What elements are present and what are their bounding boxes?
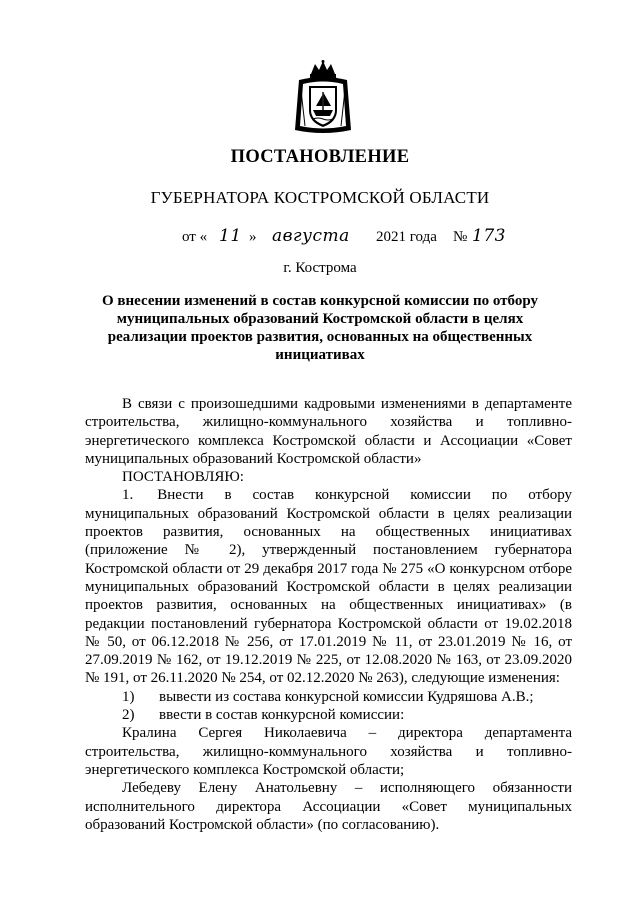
date-close-quote: » (249, 229, 257, 245)
kostroma-coat-of-arms-icon (293, 60, 353, 136)
sub-item-2-text: ввести в состав конкурсной комиссии: (159, 707, 405, 724)
sub-item-2 (85, 706, 572, 724)
intro-paragraph: В связи с произошедшими кадровыми изменениями в департаменте строительства, жилищно-коммунального хозяйства и топливно-энергетического комплекса Костромской области и Ассоциации «Совет муниципальных образований Костромской области» (85, 396, 572, 467)
number-label: № (453, 229, 468, 245)
item-1 (85, 486, 572, 687)
date-day: 11 (219, 226, 242, 246)
item-1-text: Внести в состав конкурсной комиссии по отбору муниципальных образований Костромской области в целях реализации проектов развития, основанных на общественных инициативах (приложение № 2), утвержденный постановлением губернатора Костромской области от 29 декабря 2017 года № 275 «О конкурсном отборе муниципальных образований Костромской области в целях реализации проектов развития, основанных на общественных инициативах» (в редакции постановлений губернатора Костромской области от 19.02.2018 № 50, от 06.12.2018 № 256, от 17.01.2019 № 11, от 23.01.2019 № 16, от 27.09.2019 № 162, от 19.12.2019 № 225, от 12.08.2020 № 163, от 23.09.2020 № 191, от 26.11.2020 № 254, от 02.12.2020 № 263), следующие изменения: (85, 487, 572, 687)
sub-item-1-number: 1) (122, 688, 135, 705)
decree-word: ПОСТАНОВЛЯЮ: (122, 469, 244, 486)
item-1-number: 1. (122, 487, 134, 504)
document-body (85, 395, 572, 834)
member-2-paragraph: Лебедеву Елену Анатольевну – исполняющего обязанности исполнительного директора Ассоциации «Совет муниципальных образований Костромской области» (по согласованию). (85, 780, 572, 833)
document-number: 173 (472, 226, 506, 246)
document-dateline (0, 226, 640, 256)
date-year: 2021 года (376, 229, 437, 245)
member-1-paragraph: Кралина Сергея Николаевича – директора департамента строительства, жилищно-коммунального хозяйства и топливно-энергетического комплекса Костромской области; (85, 725, 572, 778)
date-from-label: от « (182, 229, 208, 245)
document-city: г. Кострома (283, 260, 357, 276)
sub-item-1-text: вывести из состава конкурсной комиссии Кудряшова А.В.; (159, 688, 534, 705)
sub-item-1 (85, 688, 572, 706)
document-issuer: ГУБЕРНАТОРА КОСТРОМСКОЙ ОБЛАСТИ (150, 188, 490, 207)
sub-item-2-number: 2) (122, 707, 135, 724)
date-month: августа (272, 226, 350, 246)
document-title: ПОСТАНОВЛЕНИЕ (230, 147, 410, 167)
document-heading: О внесении изменений в состав конкурсной комиссии по отбору муниципальных образований Костромской области в целях реализации проектов развития, основанных на общественных инициативах (102, 293, 538, 363)
